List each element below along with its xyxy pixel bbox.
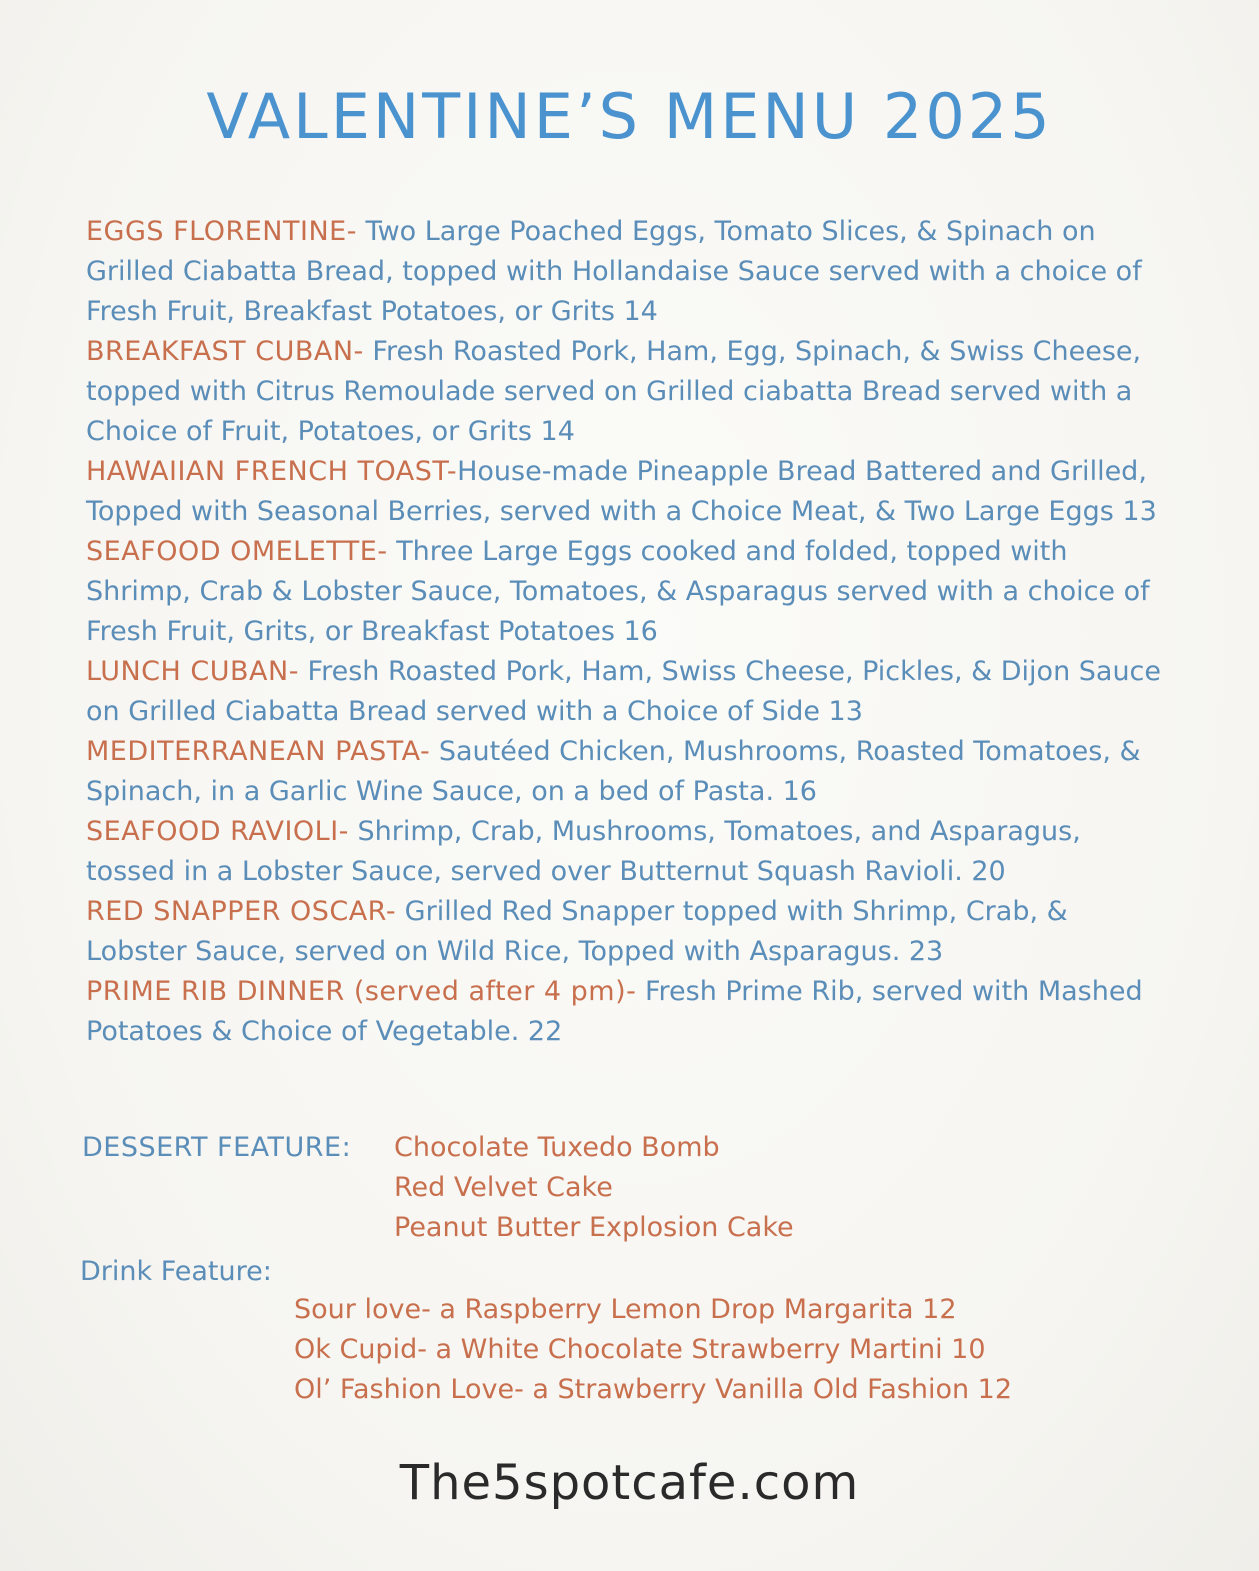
- menu-item: [86, 812, 1176, 892]
- drink-item: Sour love- a Raspberry Lemon Drop Margarita 12: [294, 1294, 957, 1325]
- item-description: Grilled Red Snapper topped with Shrimp, Crab, & Lobster Sauce, served on Wild Rice, Topped with Asparagus. 23: [86, 896, 1068, 967]
- menu-title: VALENTINE’S MENU 2025: [206, 80, 1053, 153]
- menu-item: [86, 652, 1176, 732]
- dessert-item: Chocolate Tuxedo Bomb: [394, 1132, 720, 1163]
- item-description: House-made Pineapple Bread Battered and Grilled, Topped with Seasonal Berries, served with a Choice Meat, & Two Large Eggs 13: [86, 456, 1157, 527]
- menu-item: [86, 332, 1176, 452]
- menu-item: [86, 452, 1176, 532]
- item-description: Fresh Prime Rib, served with Mashed Potatoes & Choice of Vegetable. 22: [86, 976, 1143, 1047]
- item-description: Fresh Roasted Pork, Ham, Swiss Cheese, Pickles, & Dijon Sauce on Grilled Ciabatta Bread served with a Choice of Side 13: [86, 656, 1162, 727]
- dessert-label: DESSERT FEATURE:: [82, 1132, 352, 1163]
- dessert-item: Red Velvet Cake: [394, 1172, 613, 1203]
- item-description: Two Large Poached Eggs, Tomato Slices, & Spinach on Grilled Ciabatta Bread, topped with Hollandaise Sauce served with a choice of Fresh Fruit, Breakfast Potatoes, or Grits 14: [86, 216, 1142, 327]
- menu-item: [86, 212, 1176, 332]
- item-name: SEAFOOD OMELETTE-: [86, 536, 388, 567]
- menu-item: [86, 972, 1176, 1052]
- menu-item: [86, 892, 1176, 972]
- item-name: LUNCH CUBAN-: [86, 656, 299, 687]
- item-name: HAWAIIAN FRENCH TOAST-: [86, 456, 458, 487]
- drink-label: Drink Feature:: [80, 1256, 272, 1287]
- menu-item: [86, 732, 1176, 812]
- drink-item: Ok Cupid- a White Chocolate Strawberry Martini 10: [294, 1334, 986, 1365]
- menu-item: [86, 532, 1176, 652]
- item-name: RED SNAPPER OSCAR-: [86, 896, 397, 927]
- item-description: Shrimp, Crab, Mushrooms, Tomatoes, and Asparagus, tossed in a Lobster Sauce, served over Butternut Squash Ravioli. 20: [86, 816, 1081, 887]
- item-name: BREAKFAST CUBAN-: [86, 336, 364, 367]
- item-name: MEDITERRANEAN PASTA-: [86, 736, 431, 767]
- item-description: Three Large Eggs cooked and folded, topped with Shrimp, Crab & Lobster Sauce, Tomatoes, & Asparagus served with a choice of Fresh Fruit, Grits, or Breakfast Potatoes 16: [86, 536, 1150, 647]
- menu-items: [86, 212, 1176, 1052]
- item-name: PRIME RIB DINNER (served after 4 pm)-: [86, 976, 637, 1007]
- drink-item: Ol’ Fashion Love- a Strawberry Vanilla Old Fashion 12: [294, 1374, 1013, 1405]
- website-text: The5spotcafe.com: [399, 1455, 860, 1511]
- item-description: Sautéed Chicken, Mushrooms, Roasted Tomatoes, & Spinach, in a Garlic Wine Sauce, on a bed of Pasta. 16: [86, 736, 1141, 807]
- item-name: SEAFOOD RAVIOLI-: [86, 816, 349, 847]
- item-description: Fresh Roasted Pork, Ham, Egg, Spinach, & Swiss Cheese, topped with Citrus Remoulade served on Grilled ciabatta Bread served with a Choice of Fruit, Potatoes, or Grits 14: [86, 336, 1142, 447]
- drink-list: [294, 1290, 1012, 1410]
- dessert-item: Peanut Butter Explosion Cake: [394, 1212, 794, 1243]
- dessert-list: [394, 1128, 794, 1248]
- item-name: EGGS FLORENTINE-: [86, 216, 357, 247]
